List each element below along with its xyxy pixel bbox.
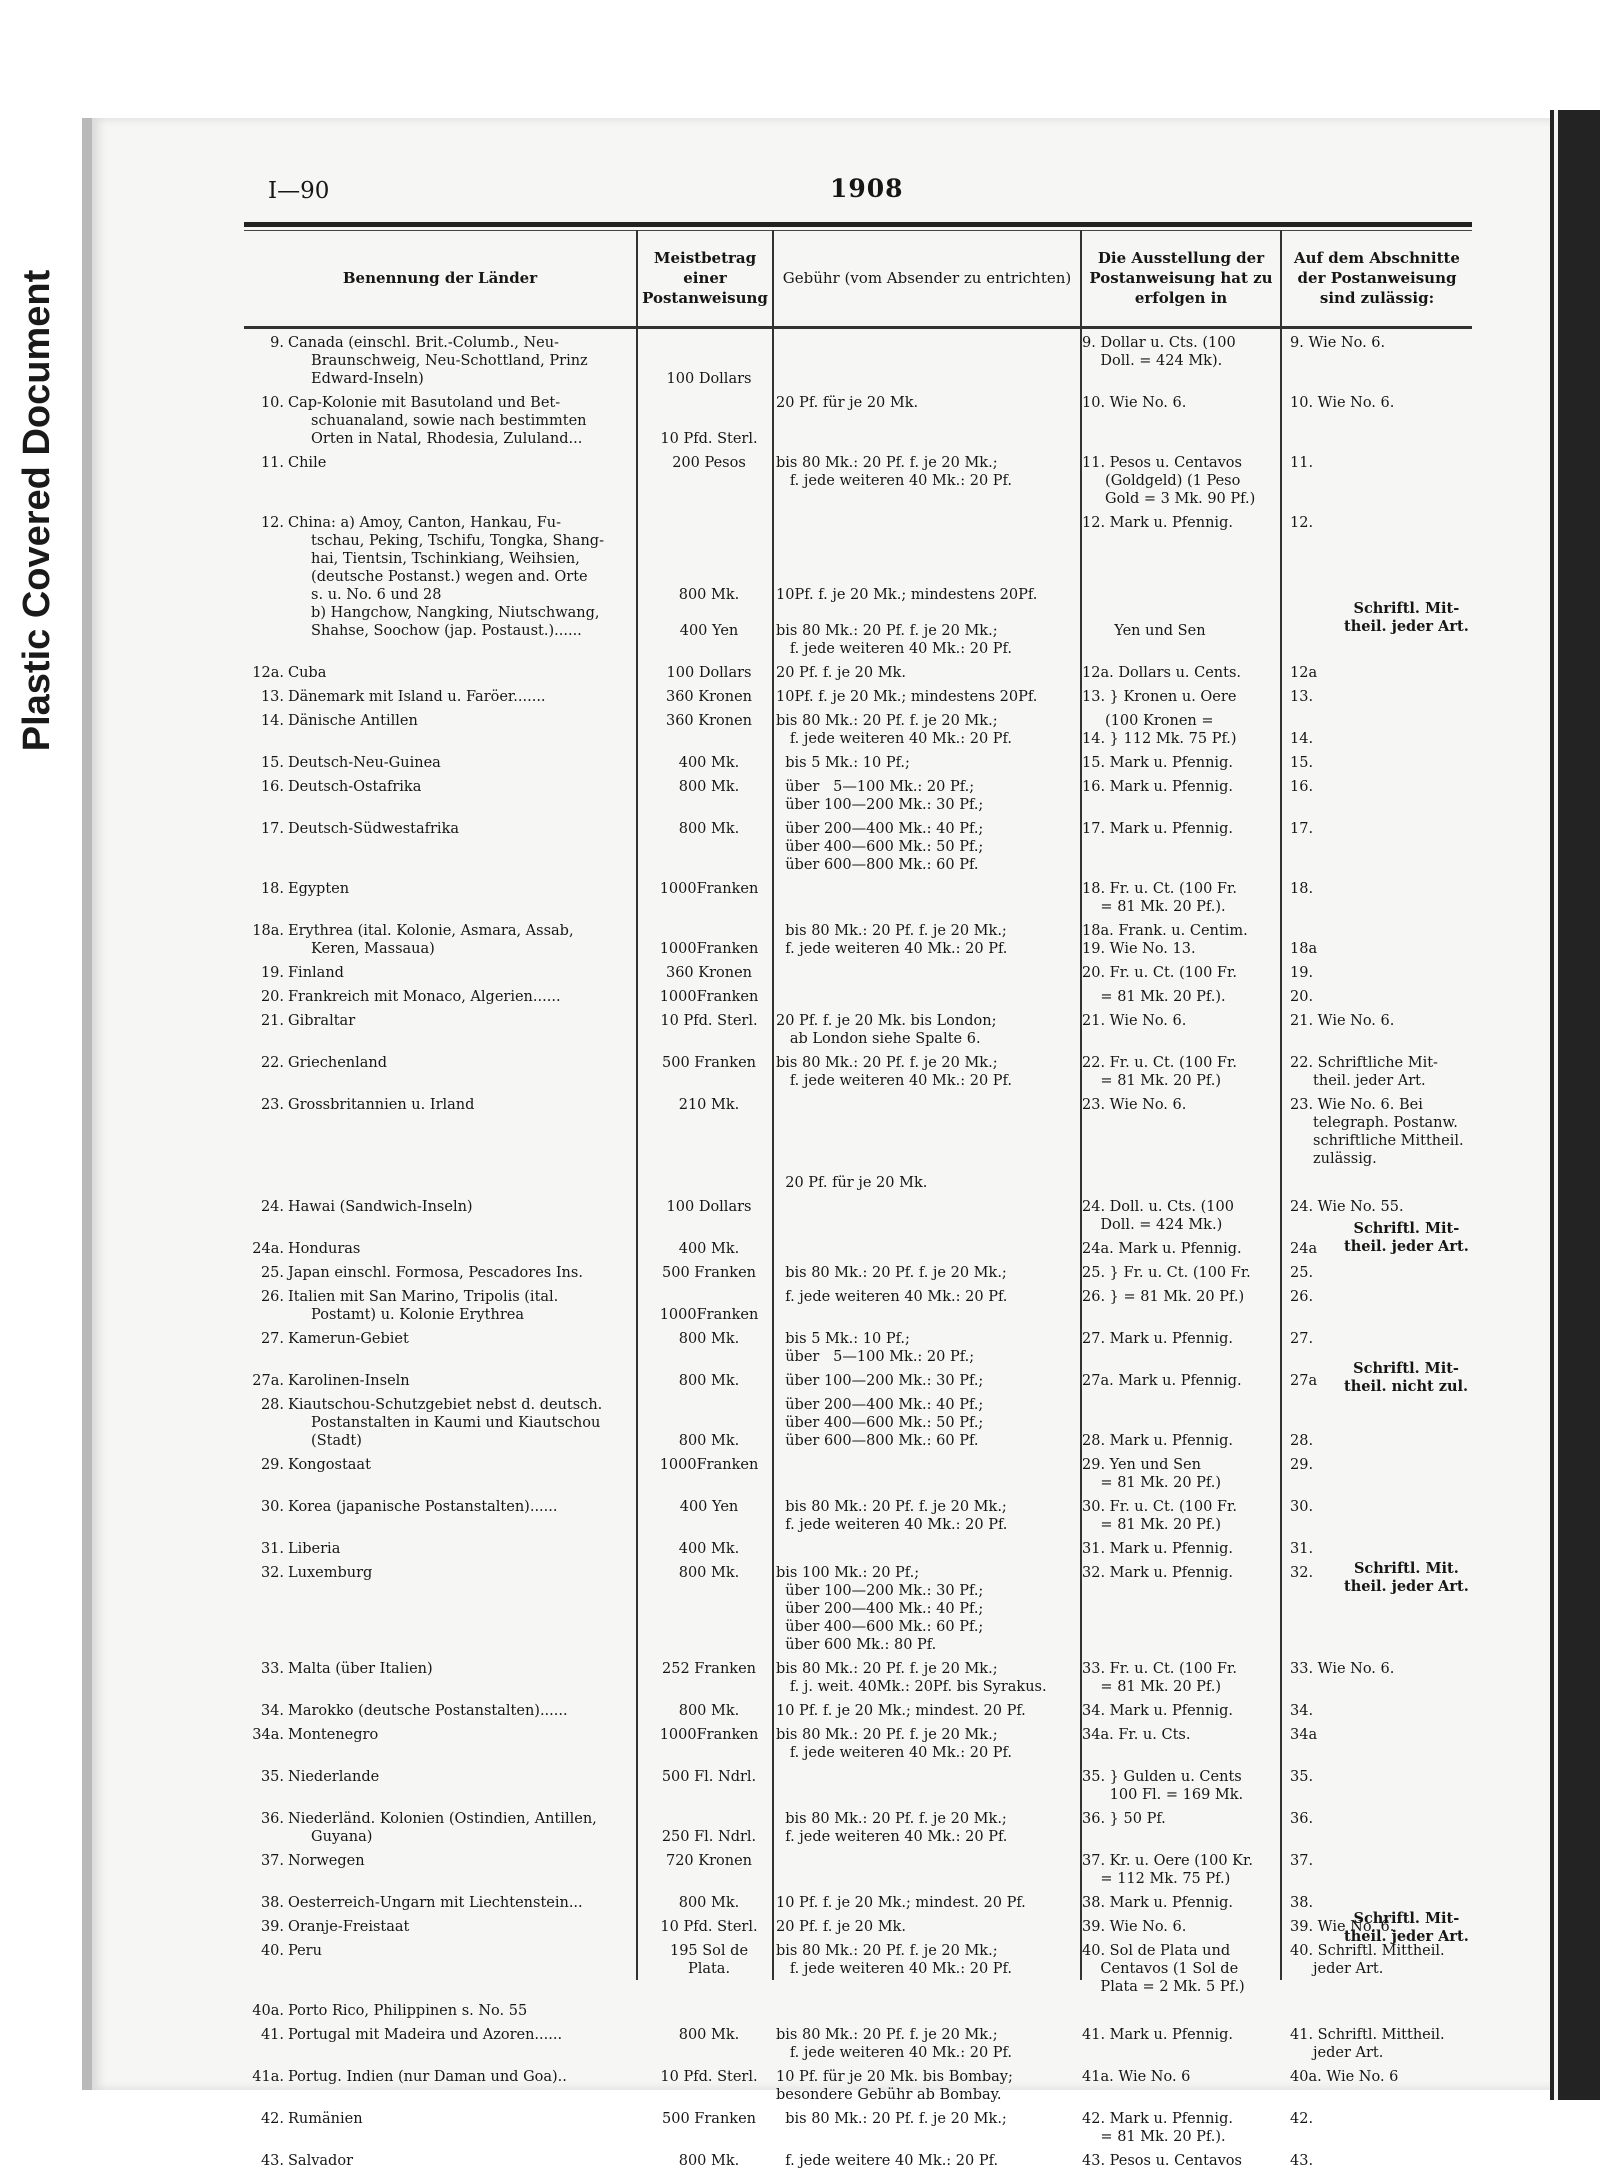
max-amount: 250 Fl. Ndrl. xyxy=(661,1829,757,1845)
row-number: 9. xyxy=(270,335,284,351)
page-edge-light xyxy=(1554,110,1558,2100)
section-text: 31. xyxy=(1290,1541,1314,1557)
country-name: Erythrea (ital. Kolonie, Asmara, Assab, Keren, Massaua) xyxy=(288,923,574,957)
table-row xyxy=(244,1726,1472,1762)
max-amount: 800 Mk. xyxy=(678,1373,740,1389)
section-text: 39. Wie No. 6. xyxy=(1290,1919,1395,1935)
country-name: Oesterreich-Ungarn mit Liechtenstein... xyxy=(288,1895,583,1911)
country-name: Dänische Antillen xyxy=(288,713,418,729)
max-amount: 100 Dollars xyxy=(666,1199,752,1215)
issuance-text: 28. Mark u. Pfennig. xyxy=(1082,1433,1233,1449)
table-row xyxy=(244,1264,1472,1282)
section-text: 38. xyxy=(1290,1895,1314,1911)
section-text: 42. xyxy=(1290,2111,1314,2127)
country-name: Kiautschou-Schutzgebiet nebst d. deutsch. Postanstalten in Kaumi und Kiautschou (Stadt) xyxy=(288,1397,603,1449)
issuance-text: 25. } Fr. u. Ct. (100 Fr. xyxy=(1082,1265,1251,1281)
max-amount: 800 Mk. xyxy=(678,821,740,837)
issuance-text: 21. Wie No. 6. xyxy=(1082,1013,1187,1029)
table-row xyxy=(244,1096,1472,1168)
page-number: I—90 xyxy=(268,178,330,204)
grouped-note: Schriftl. Mit- theil. jeder Art. xyxy=(1344,1220,1469,1255)
row-number: 16. xyxy=(260,779,284,795)
table-row xyxy=(244,1372,1472,1390)
col-header-max-amount: Meistbetrag einer Postanweisung xyxy=(642,249,768,307)
max-amount: 400 Mk. xyxy=(678,755,740,771)
header-rule xyxy=(244,222,1472,227)
max-amount: 800 Mk. xyxy=(678,2153,740,2169)
table-row xyxy=(244,712,1472,748)
issuance-text: 34. Mark u. Pfennig. xyxy=(1082,1703,1233,1719)
section-text: 13. xyxy=(1290,689,1314,705)
country-name: Kamerun-Gebiet xyxy=(288,1331,409,1347)
issuance-text: 39. Wie No. 6. xyxy=(1082,1919,1187,1935)
issuance-text: 15. Mark u. Pfennig. xyxy=(1082,755,1233,771)
row-number: 40. xyxy=(260,1943,284,1959)
table-row xyxy=(244,1288,1472,1324)
country-name: Liberia xyxy=(288,1541,341,1557)
issuance-text: 38. Mark u. Pfennig. xyxy=(1082,1895,1233,1911)
country-name: Honduras xyxy=(288,1241,361,1257)
max-amount: 500 Franken xyxy=(662,2111,756,2127)
table-row xyxy=(244,1456,1472,1492)
table-row xyxy=(244,2110,1472,2146)
table-row xyxy=(244,1330,1472,1366)
max-amount: 800 Mk. xyxy=(678,1433,740,1449)
max-amount: 400 Mk. xyxy=(678,1241,740,1257)
country-name: Finland xyxy=(288,965,344,981)
fee-text: bis 100 Mk.: 20 Pf.; über 100—200 Mk.: 30 Pf.; über 200—400 Mk.: 40 Pf.; über 400—600 Mk.: 60 Pf.; über 600 Mk.: 80 Pf. xyxy=(776,1565,984,1653)
country-name: Karolinen-Inseln xyxy=(288,1373,410,1389)
country-name: Deutsch-Neu-Guinea xyxy=(288,755,441,771)
table-row xyxy=(244,988,1472,1006)
table-row xyxy=(244,394,1472,448)
country-name: Deutsch-Südwestafrika xyxy=(288,821,459,837)
table-row xyxy=(244,454,1472,508)
row-number: 32. xyxy=(260,1565,284,1581)
section-text: 18a xyxy=(1290,941,1318,957)
issuance-text: 41a. Wie No. 6 xyxy=(1082,2069,1191,2085)
issuance-text: 24. Doll. u. Cts. (100 Doll. = 424 Mk.) xyxy=(1082,1199,1234,1233)
fee-text: 20 Pf. für je 20 Mk. xyxy=(776,1175,928,1191)
section-text: 37. xyxy=(1290,1853,1314,1869)
max-amount: 800 Mk. xyxy=(678,1703,740,1719)
max-amount: 210 Mk. xyxy=(678,1097,740,1113)
row-number: 38. xyxy=(260,1895,284,1911)
row-number: 30. xyxy=(260,1499,284,1515)
row-number: 27a. xyxy=(252,1373,284,1389)
issuance-text: 35. } Gulden u. Cents 100 Fl. = 169 Mk. xyxy=(1082,1769,1244,1803)
fee-text: bis 80 Mk.: 20 Pf. f. je 20 Mk.; f. jede weiteren 40 Mk.: 20 Pf. xyxy=(785,1499,1008,1533)
max-amount: 500 Fl. Ndrl. xyxy=(661,1769,757,1785)
country-name: Kongostaat xyxy=(288,1457,371,1473)
row-number: 29. xyxy=(260,1457,284,1473)
fee-text: 10Pf. f. je 20 Mk.; mindestens 20Pf. bis 80 Mk.: 20 Pf. f. je 20 Mk.; f. jede weiteren 40 Mk.: 20 Pf. xyxy=(776,587,1038,657)
fee-text: bis 80 Mk.: 20 Pf. f. je 20 Mk.; f. j. weit. 40Mk.: 20Pf. bis Syrakus. xyxy=(776,1661,1047,1695)
fee-text: 20 Pf. für je 20 Mk. xyxy=(776,395,919,411)
max-amount: 720 Kronen xyxy=(665,1853,753,1869)
row-number: 20. xyxy=(260,989,284,1005)
row-number: 42. xyxy=(260,2111,284,2127)
country-name: Portug. Indien (nur Daman und Goa).. xyxy=(288,2069,567,2085)
section-text: 41. Schriftl. Mittheil. jeder Art. xyxy=(1290,2027,1445,2061)
row-number: 33. xyxy=(260,1661,284,1677)
row-number: 39. xyxy=(260,1919,284,1935)
country-name: Oranje-Freistaat xyxy=(288,1919,410,1935)
max-amount: 800 Mk. xyxy=(678,2027,740,2043)
table-row xyxy=(244,1894,1472,1912)
country-name: Japan einschl. Formosa, Pescadores Ins. xyxy=(288,1265,583,1281)
table-row xyxy=(244,922,1472,958)
issuance-text: 36. } 50 Pf. xyxy=(1082,1811,1166,1827)
country-name: Rumänien xyxy=(288,2111,363,2127)
country-name: Malta (über Italien) xyxy=(288,1661,433,1677)
issuance-text: 16. Mark u. Pfennig. xyxy=(1082,779,1233,795)
issuance-text: 27. Mark u. Pfennig. xyxy=(1082,1331,1233,1347)
issuance-text: 11. Pesos u. Centavos (Goldgeld) (1 Peso Gold = 3 Mk. 90 Pf.) xyxy=(1082,455,1256,507)
issuance-text: 20. Fr. u. Ct. (100 Fr. xyxy=(1082,965,1237,981)
col-header-country: Benennung der Länder xyxy=(342,269,538,287)
issuance-text: 13. } Kronen u. Oere xyxy=(1082,689,1237,705)
row-number: 41a. xyxy=(252,2069,284,2085)
country-name: Griechenland xyxy=(288,1055,388,1071)
section-text: 24. Wie No. 55. xyxy=(1290,1199,1404,1215)
issuance-text: 37. Kr. u. Oere (100 Kr. = 112 Mk. 75 Pf.) xyxy=(1082,1853,1253,1887)
row-number: 19. xyxy=(260,965,284,981)
max-amount: 200 Pesos xyxy=(672,455,746,471)
country-name: Deutsch-Ostafrika xyxy=(288,779,422,795)
row-number: 40a. xyxy=(252,2003,284,2019)
fee-text: f. jede weiteren 40 Mk.: 20 Pf. xyxy=(776,1289,1008,1305)
issuance-text: 12a. Dollars u. Cents. xyxy=(1082,665,1242,681)
issuance-text: 33. Fr. u. Ct. (100 Fr. = 81 Mk. 20 Pf.) xyxy=(1082,1661,1237,1695)
section-text: 40a. Wie No. 6 xyxy=(1290,2069,1399,2085)
table-row xyxy=(244,778,1472,814)
table-row xyxy=(244,1198,1472,1234)
table-row xyxy=(244,1396,1472,1450)
table-row xyxy=(244,1702,1472,1720)
row-number: 27. xyxy=(260,1331,284,1347)
table-row xyxy=(244,664,1472,682)
country-name: Niederländ. Kolonien (Ostindien, Antillen, Guyana) xyxy=(288,1811,597,1845)
fee-text: 20 Pf. f. je 20 Mk. xyxy=(776,1919,906,1935)
country-name: Korea (japanische Postanstalten)...... xyxy=(288,1499,558,1515)
row-number: 11. xyxy=(260,455,284,471)
country-name: Italien mit San Marino, Tripolis (ital. Postamt) u. Kolonie Erythrea xyxy=(288,1289,559,1323)
section-text: 36. xyxy=(1290,1811,1314,1827)
table-row xyxy=(244,2002,1472,2020)
section-text: 26. xyxy=(1290,1289,1314,1305)
table-row xyxy=(244,1810,1472,1846)
country-name: Cuba xyxy=(288,665,327,681)
fee-text: 10Pf. f. je 20 Mk.; mindestens 20Pf. xyxy=(776,689,1038,705)
row-number: 22. xyxy=(260,1055,284,1071)
row-number: 43. xyxy=(260,2153,284,2169)
max-amount: 10 Pfd. Sterl. xyxy=(660,2069,758,2085)
table-row xyxy=(244,1564,1472,1654)
fee-text: bis 80 Mk.: 20 Pf. f. je 20 Mk.; f. jede weiteren 40 Mk.: 20 Pf. xyxy=(776,1727,1013,1761)
row-number: 14. xyxy=(260,713,284,729)
row-number: 34a. xyxy=(252,1727,284,1743)
section-text: 18. xyxy=(1290,881,1314,897)
header-bottom-rule xyxy=(244,326,1472,329)
max-amount: 1000Franken xyxy=(659,1457,759,1473)
section-text: 12a xyxy=(1290,665,1318,681)
row-number: 36. xyxy=(260,1811,284,1827)
max-amount: 10 Pfd. Sterl. xyxy=(660,1013,758,1029)
row-number: 24. xyxy=(260,1199,284,1215)
country-name: Salvador xyxy=(288,2153,353,2169)
country-name: Portugal mit Madeira und Azoren...... xyxy=(288,2027,563,2043)
table-row xyxy=(244,754,1472,772)
country-name: Hawai (Sandwich-Inseln) xyxy=(288,1199,473,1215)
side-label: Plastic Covered Document xyxy=(16,269,59,751)
section-text: 16. xyxy=(1290,779,1314,795)
issuance-text: 22. Fr. u. Ct. (100 Fr. = 81 Mk. 20 Pf.) xyxy=(1082,1055,1237,1089)
section-text: 28. xyxy=(1290,1433,1314,1449)
grouped-note: Schriftl. Mit- theil. nicht zul. xyxy=(1344,1360,1469,1395)
country-name: Dänemark mit Island u. Faröer....... xyxy=(288,689,546,705)
fee-text: bis 80 Mk.: 20 Pf. f. je 20 Mk.; xyxy=(776,1265,1007,1281)
row-number: 18a. xyxy=(252,923,284,939)
section-text: 14. xyxy=(1290,731,1314,747)
country-name: Egypten xyxy=(288,881,350,897)
country-name: Luxemburg xyxy=(288,1565,373,1581)
max-amount: 100 Dollars xyxy=(666,665,752,681)
col-header-issuance: Die Ausstellung der Postanweisung hat zu erfolgen in xyxy=(1089,249,1273,307)
row-number: 12a. xyxy=(252,665,284,681)
issuance-text: 29. Yen und Sen = 81 Mk. 20 Pf.) xyxy=(1082,1457,1222,1491)
section-text: 27a xyxy=(1290,1373,1318,1389)
max-amount: 500 Franken xyxy=(662,1055,756,1071)
row-number: 12. xyxy=(260,515,284,531)
section-text: 40. Schriftl. Mittheil. jeder Art. xyxy=(1290,1943,1445,1977)
fee-text: 20 Pf. f. je 20 Mk. xyxy=(776,665,906,681)
max-amount: 360 Kronen xyxy=(665,965,753,981)
row-number: 34. xyxy=(260,1703,284,1719)
fee-text: bis 5 Mk.: 10 Pf.; über 5—100 Mk.: 20 Pf.; xyxy=(785,1331,975,1365)
max-amount: 500 Franken xyxy=(662,1265,756,1281)
table-row xyxy=(244,964,1472,982)
country-name: Gibraltar xyxy=(288,1013,356,1029)
country-name: Marokko (deutsche Postanstalten)...... xyxy=(288,1703,568,1719)
row-number: 28. xyxy=(260,1397,284,1413)
row-number: 13. xyxy=(260,689,284,705)
max-amount: 800 Mk. xyxy=(678,779,740,795)
grouped-note: Schriftl. Mit- theil. jeder Art. xyxy=(1344,600,1469,635)
row-number: 25. xyxy=(260,1265,284,1281)
section-text: 34. xyxy=(1290,1703,1314,1719)
fee-text: bis 80 Mk.: 20 Pf. f. je 20 Mk.; f. jede weiteren 40 Mk.: 20 Pf. xyxy=(785,923,1008,957)
row-number: 35. xyxy=(260,1769,284,1785)
row-number: 10. xyxy=(260,395,284,411)
section-text: 43. xyxy=(1290,2153,1314,2169)
table-row xyxy=(244,1540,1472,1558)
issuance-text: 18. Fr. u. Ct. (100 Fr. = 81 Mk. 20 Pf.). xyxy=(1082,881,1237,915)
row-number: 31. xyxy=(260,1541,284,1557)
col-header-section: Auf dem Abschnitte der Postanweisung sind zulässig: xyxy=(1294,249,1460,307)
max-amount: 100 Dollars xyxy=(666,371,752,387)
issuance-text: 42. Mark u. Pfennig. = 81 Mk. 20 Pf.). xyxy=(1082,2111,1233,2145)
table-row xyxy=(244,1660,1472,1696)
row-number: 24a. xyxy=(252,1241,284,1257)
section-text: 29. xyxy=(1290,1457,1314,1473)
row-number: 18. xyxy=(260,881,284,897)
section-text: 19. xyxy=(1290,965,1314,981)
fee-text: bis 80 Mk.: 20 Pf. f. je 20 Mk.; f. jede weiteren 40 Mk.: 20 Pf. xyxy=(785,1811,1008,1845)
country-name: Canada (einschl. Brit.-Columb., Neu- Braunschweig, Neu-Schottland, Prinz Edward-Inseln) xyxy=(288,335,588,387)
issuance-text: 10. Wie No. 6. xyxy=(1082,395,1187,411)
fee-text: 10 Pf. f. je 20 Mk.; mindest. 20 Pf. xyxy=(776,1703,1026,1719)
section-text: 15. xyxy=(1290,755,1314,771)
issuance-text: 12. Mark u. Pfennig. Yen und Sen xyxy=(1082,515,1233,639)
table-row xyxy=(244,1768,1472,1804)
country-name: Grossbritannien u. Irland xyxy=(288,1097,475,1113)
section-text: 22. Schriftliche Mit- theil. jeder Art. xyxy=(1290,1055,1438,1089)
country-name: Peru xyxy=(288,1943,322,1959)
fee-text: bis 80 Mk.: 20 Pf. f. je 20 Mk.; f. jede weiteren 40 Mk.: 20 Pf. xyxy=(776,2027,1013,2061)
row-number: 17. xyxy=(260,821,284,837)
row-number: 41. xyxy=(260,2027,284,2043)
table-row xyxy=(244,2068,1472,2104)
section-text: 35. xyxy=(1290,1769,1314,1785)
section-text: 21. Wie No. 6. xyxy=(1290,1013,1395,1029)
section-text: 25. xyxy=(1290,1265,1314,1281)
max-amount: 800 Mk. xyxy=(678,1895,740,1911)
section-text: 11. xyxy=(1290,455,1314,471)
section-text: 9. Wie No. 6. xyxy=(1290,335,1386,351)
issuance-text: 17. Mark u. Pfennig. xyxy=(1082,821,1233,837)
max-amount: 1000Franken xyxy=(659,989,759,1005)
grouped-note: Schriftl. Mit- theil. jeder Art. xyxy=(1344,1910,1469,1945)
table-row xyxy=(244,1942,1472,1996)
issuance-text: 40. Sol de Plata und Centavos (1 Sol de Plata = 2 Mk. 5 Pf.) xyxy=(1082,1943,1245,1995)
col-header-fee: Gebühr (vom Absender zu entrichten) xyxy=(782,269,1072,287)
fee-text: 20 Pf. f. je 20 Mk. bis London; ab London siehe Spalte 6. xyxy=(776,1013,997,1047)
fee-text: bis 5 Mk.: 10 Pf.; xyxy=(776,755,910,771)
country-name: Cap-Kolonie mit Basutoland und Bet- schuanaland, sowie nach bestimmten Orten in Natal, Rhodesia, Zululand... xyxy=(288,395,587,447)
max-amount: 1000Franken xyxy=(659,941,759,957)
grouped-note: Schriftl. Mit. theil. jeder Art. xyxy=(1344,1560,1469,1595)
country-name: Montenegro xyxy=(288,1727,379,1743)
fee-text: 10 Pf. für je 20 Mk. bis Bombay; besondere Gebühr ab Bombay. xyxy=(776,2069,1013,2103)
section-text: 20. xyxy=(1290,989,1314,1005)
issuance-text: 43. Pesos u. Centavos xyxy=(1082,2153,1242,2169)
country-name: Frankreich mit Monaco, Algerien...... xyxy=(288,989,561,1005)
table-row xyxy=(244,334,1472,388)
max-amount: 10 Pfd. Sterl. xyxy=(660,1919,758,1935)
fee-text: f. jede weitere 40 Mk.: 20 Pf. xyxy=(776,2153,999,2169)
max-amount: 1000Franken xyxy=(659,881,759,897)
fee-text: über 200—400 Mk.: 40 Pf.; über 400—600 Mk.: 50 Pf.; über 600—800 Mk.: 60 Pf. xyxy=(785,1397,984,1449)
fee-text: bis 80 Mk.: 20 Pf. f. je 20 Mk.; xyxy=(776,2111,1007,2127)
row-number: 26. xyxy=(260,1289,284,1305)
issuance-text: = 81 Mk. 20 Pf.). xyxy=(1082,989,1226,1005)
section-text: 23. Wie No. 6. Bei telegraph. Postanw. schriftliche Mittheil. zulässig. xyxy=(1290,1097,1464,1167)
max-amount: 400 Yen xyxy=(679,1499,739,1515)
country-name: China: a) Amoy, Canton, Hankau, Fu- tschau, Peking, Tschifu, Tongka, Shang- hai, Tientsin, Tschinkiang, Weihsien, (deutsche Postanst.) wegen and. Orte s. u. No. 6 und 28 b) Hangchow, Nangking, Niutschwang, Shahse, Soochow (jap. Postaust.)...... xyxy=(288,515,604,639)
table-row xyxy=(244,1012,1472,1048)
issuance-text: 30. Fr. u. Ct. (100 Fr. = 81 Mk. 20 Pf.) xyxy=(1082,1499,1237,1533)
country-name: Porto Rico, Philippinen s. No. 55 xyxy=(288,2003,528,2019)
table-row xyxy=(244,1498,1472,1534)
issuance-text: (100 Kronen = 14. } 112 Mk. 75 Pf.) xyxy=(1082,713,1237,747)
max-amount: 800 Mk. 400 Yen xyxy=(678,587,740,639)
row-number: 23. xyxy=(260,1097,284,1113)
table-row xyxy=(244,880,1472,916)
table-row xyxy=(244,820,1472,874)
issuance-text: 27a. Mark u. Pfennig. xyxy=(1082,1373,1242,1389)
issuance-text: 9. Dollar u. Cts. (100 Doll. = 424 Mk). xyxy=(1082,335,1236,369)
fee-text: bis 80 Mk.: 20 Pf. f. je 20 Mk.; f. jede weiteren 40 Mk.: 20 Pf. xyxy=(776,1055,1013,1089)
section-text: 10. Wie No. 6. xyxy=(1290,395,1395,411)
max-amount: 1000Franken xyxy=(659,1307,759,1323)
issuance-text: 41. Mark u. Pfennig. xyxy=(1082,2027,1233,2043)
issuance-text: 24a. Mark u. Pfennig. xyxy=(1082,1241,1242,1257)
section-text: 33. Wie No. 6. xyxy=(1290,1661,1395,1677)
row-number: 15. xyxy=(260,755,284,771)
row-number: 37. xyxy=(260,1853,284,1869)
section-text: 27. xyxy=(1290,1331,1314,1347)
section-text: 12. xyxy=(1290,515,1314,531)
issuance-text: 23. Wie No. 6. xyxy=(1082,1097,1187,1113)
max-amount: 400 Mk. xyxy=(678,1541,740,1557)
table-row xyxy=(244,1918,1472,1936)
max-amount: 360 Kronen xyxy=(665,713,753,729)
country-name: Chile xyxy=(288,455,327,471)
section-text: 34a xyxy=(1290,1727,1318,1743)
section-text: 32. xyxy=(1290,1565,1314,1581)
table-row xyxy=(244,2026,1472,2062)
table-row xyxy=(244,1852,1472,1888)
fee-text: über 100—200 Mk.: 30 Pf.; xyxy=(776,1373,984,1389)
table-row xyxy=(244,1174,1472,1192)
fee-text: bis 80 Mk.: 20 Pf. f. je 20 Mk.; f. jede weiteren 40 Mk.: 20 Pf. xyxy=(776,1943,1013,1977)
max-amount: 800 Mk. xyxy=(678,1565,740,1581)
issuance-text: 18a. Frank. u. Centim. 19. Wie No. 13. xyxy=(1082,923,1248,957)
fee-text: über 200—400 Mk.: 40 Pf.; über 400—600 Mk.: 50 Pf.; über 600—800 Mk.: 60 Pf. xyxy=(785,821,984,873)
max-amount: 360 Kronen xyxy=(665,689,753,705)
issuance-text: 32. Mark u. Pfennig. xyxy=(1082,1565,1233,1581)
fee-text: bis 80 Mk.: 20 Pf. f. je 20 Mk.; f. jede weiteren 40 Mk.: 20 Pf. xyxy=(776,713,1013,747)
fee-text: bis 80 Mk.: 20 Pf. f. je 20 Mk.; f. jede weiteren 40 Mk.: 20 Pf. xyxy=(776,455,1013,489)
country-name: Niederlande xyxy=(288,1769,380,1785)
fee-text: über 5—100 Mk.: 20 Pf.; über 100—200 Mk.: 30 Pf.; xyxy=(785,779,984,813)
max-amount: 800 Mk. xyxy=(678,1331,740,1347)
country-name: Norwegen xyxy=(288,1853,365,1869)
issuance-text: 31. Mark u. Pfennig. xyxy=(1082,1541,1233,1557)
table-row xyxy=(244,1240,1472,1258)
table-row xyxy=(244,514,1472,658)
rates-table xyxy=(244,230,1472,2169)
table-row xyxy=(244,688,1472,706)
table-row xyxy=(244,2152,1472,2170)
max-amount: 10 Pfd. Sterl. xyxy=(660,431,758,447)
issuance-text: 34a. Fr. u. Cts. xyxy=(1082,1727,1191,1743)
section-text: 17. xyxy=(1290,821,1314,837)
page-year: 1908 xyxy=(830,174,904,203)
table-row xyxy=(244,1054,1472,1090)
max-amount: 195 Sol de Plata. xyxy=(669,1943,749,1977)
fee-text: 10 Pf. f. je 20 Mk.; mindest. 20 Pf. xyxy=(776,1895,1026,1911)
issuance-text: 26. } = 81 Mk. 20 Pf.) xyxy=(1082,1289,1245,1305)
section-text: 24a xyxy=(1290,1241,1318,1257)
row-number: 21. xyxy=(260,1013,284,1029)
max-amount: 252 Franken xyxy=(662,1661,756,1677)
max-amount: 1000Franken xyxy=(659,1727,759,1743)
section-text: 30. xyxy=(1290,1499,1314,1515)
